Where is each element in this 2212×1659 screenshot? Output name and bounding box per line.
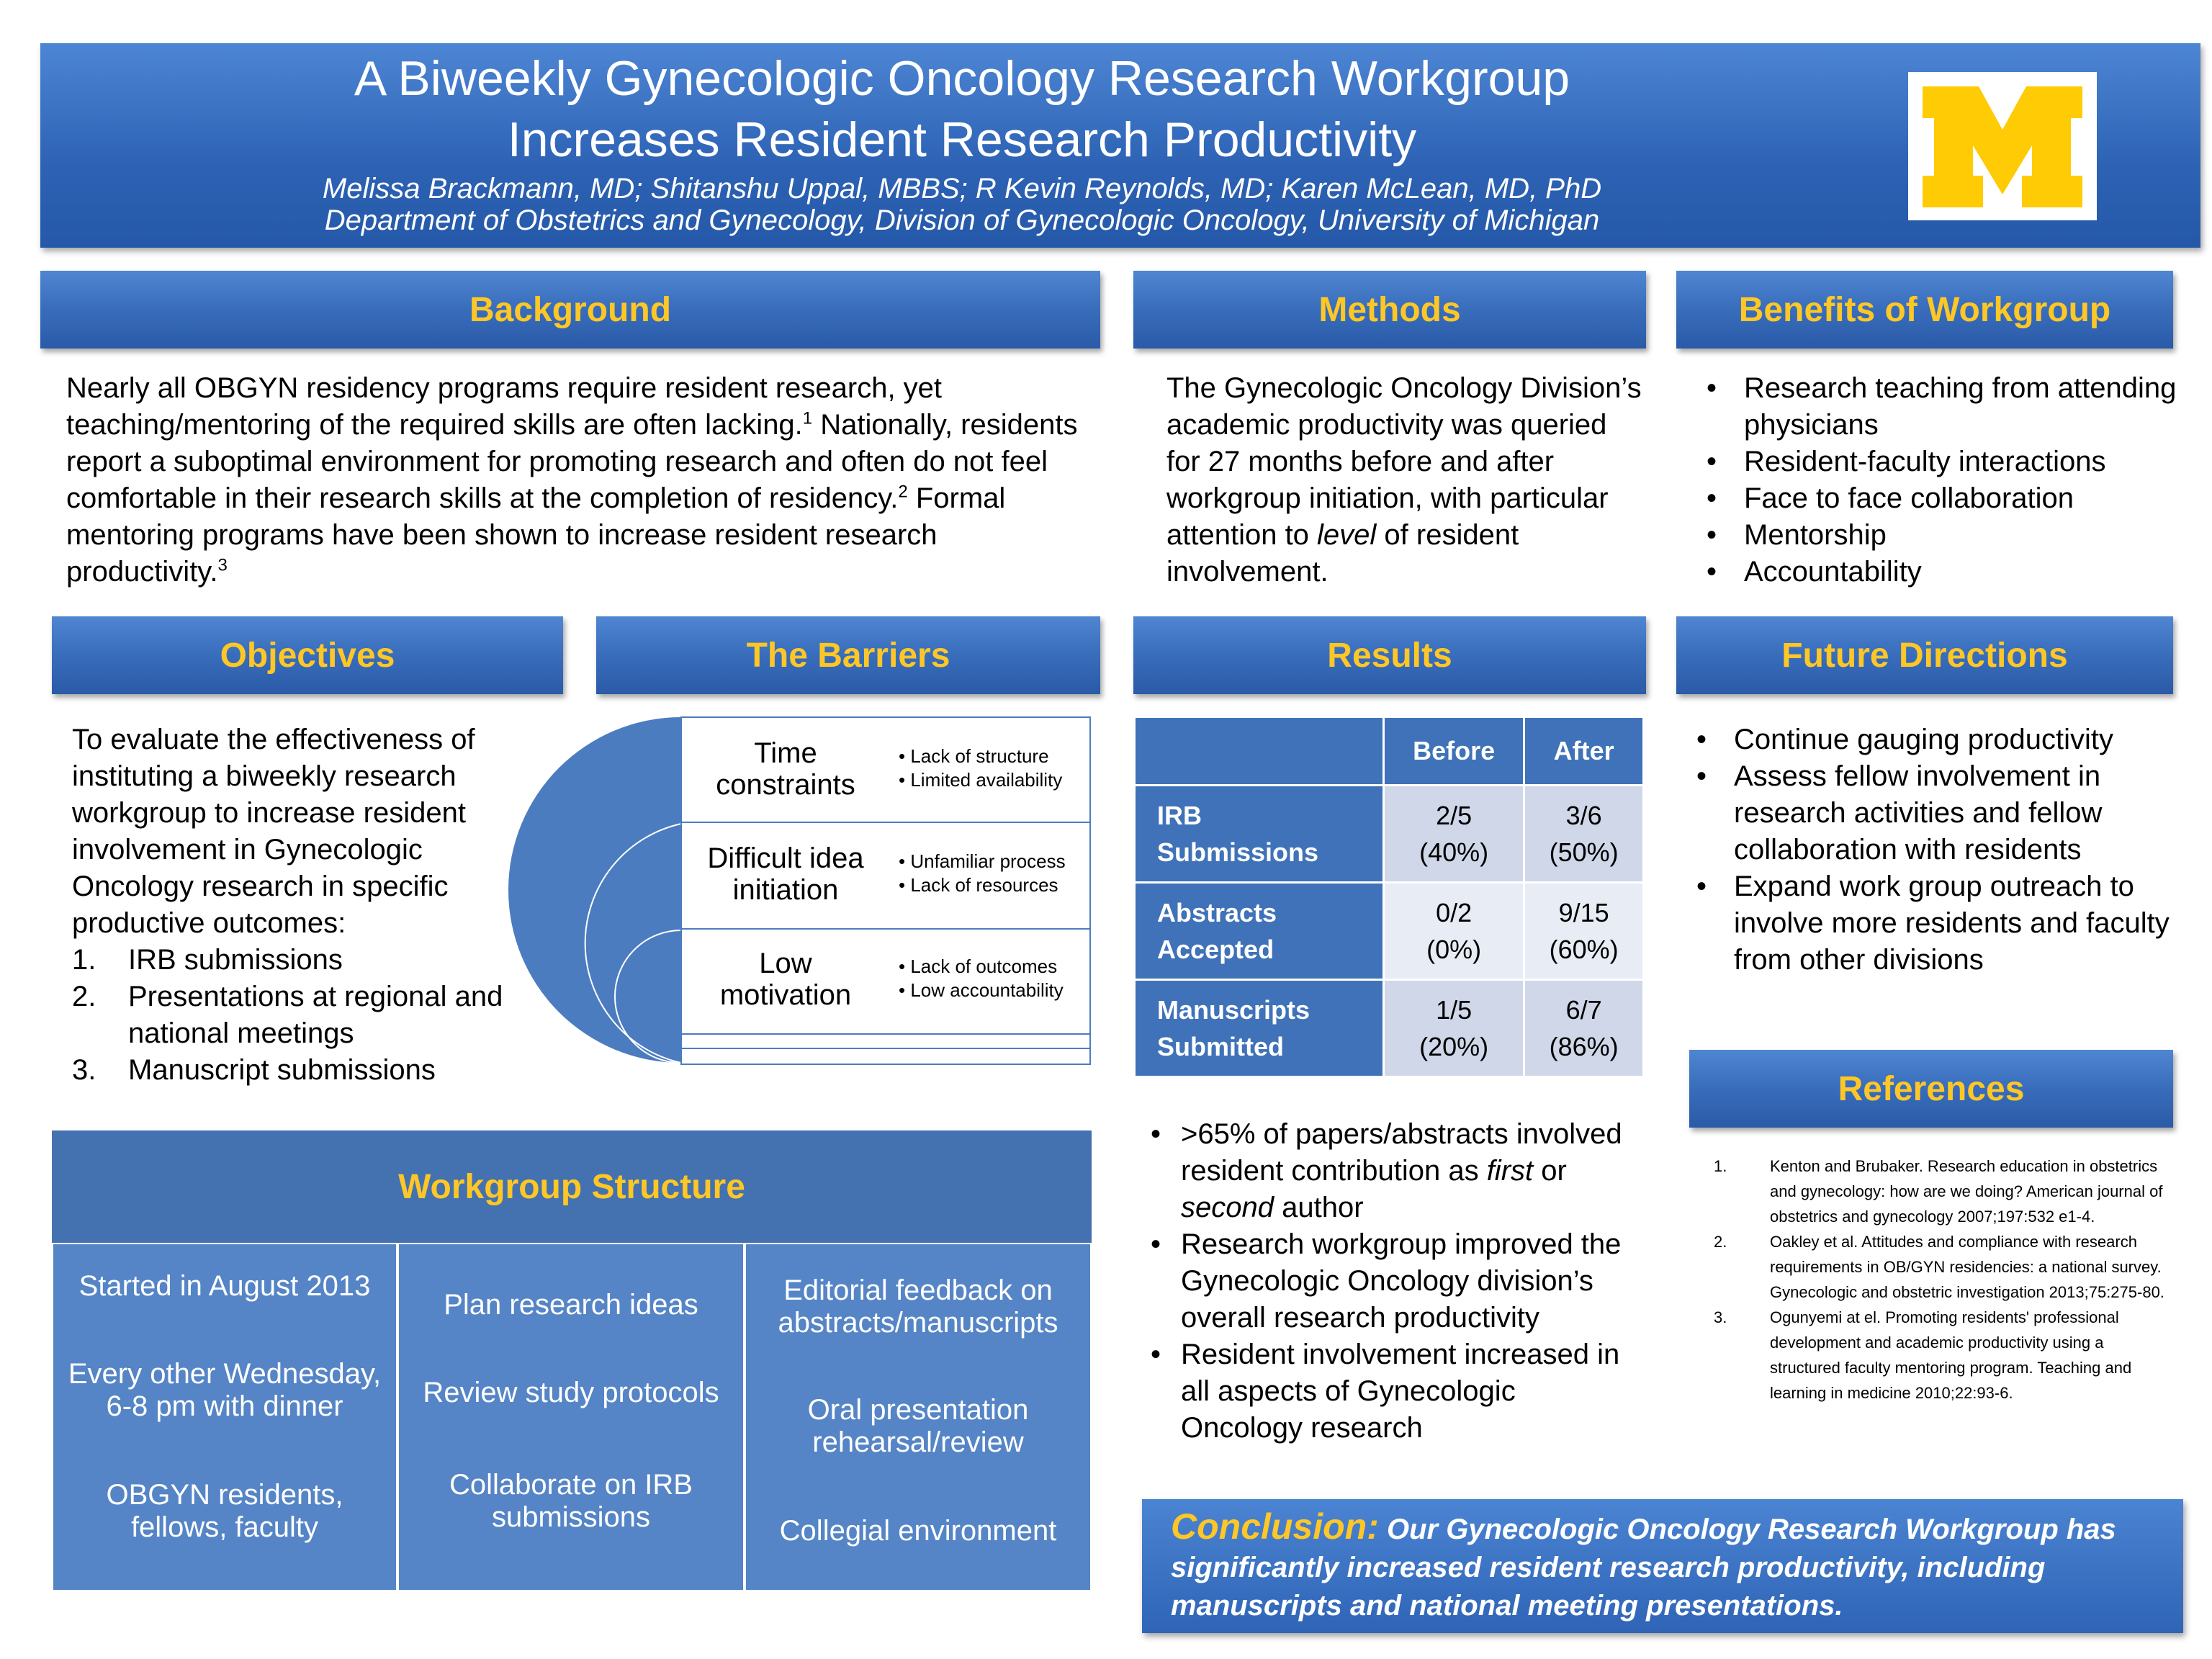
conclusion-label: Conclusion:	[1171, 1506, 1379, 1547]
objectives-text	[72, 721, 533, 1089]
table-header-cell	[1135, 717, 1384, 786]
before-value: 2/5 (40%)	[1384, 786, 1524, 883]
citation-1: 1	[802, 408, 813, 428]
objective-text: Presentations at regional and national meetings	[128, 981, 503, 1049]
objective-number: 3.	[72, 1054, 96, 1086]
barrier-notes	[899, 850, 1066, 897]
barrier-note: • Lack of outcomes	[899, 955, 1064, 979]
conclusion-body: Our Gynecologic Oncology Research Workgroup has significantly increased resident research productivity, including manuscripts and national meeting presentations.	[1171, 1514, 2116, 1622]
benefit-item: • Face to face collaboration	[1702, 480, 2177, 517]
benefit-item: • Research teaching from attending physicians	[1702, 370, 2177, 444]
after-value: 6/7 (86%)	[1524, 980, 1644, 1077]
background-heading: Background	[40, 271, 1100, 349]
results-heading: Results	[1133, 616, 1646, 694]
background-text-part2: Nationally, residents report a suboptimal environment for promoting research and often do not feel comfortable in their research skills at the completion of residency.	[66, 409, 1078, 514]
barrier-outer-arc	[508, 717, 681, 1063]
conclusion-text	[1171, 1508, 2164, 1625]
row-label: Abstracts Accepted	[1135, 883, 1384, 980]
objective-item	[72, 979, 533, 1052]
methods-text-part1: The Gynecologic Oncology Division’s academic productivity was queried for 27 months before and after workgroup initiation, with particular attention to	[1166, 372, 1642, 551]
workgroup-item: Plan research ideas	[444, 1289, 698, 1321]
author-list: Melissa Brackmann, MD; Shitanshu Uppal, MBBS; R Kevin Reynolds, MD; Karen McLean, MD, PhD	[322, 173, 1602, 204]
benefits-heading: Benefits of Workgroup	[1676, 271, 2173, 349]
table-header-row	[1135, 717, 1644, 786]
methods-heading: Methods	[1133, 271, 1646, 349]
conclusion-box	[1142, 1499, 2183, 1633]
benefit-item: • Resident-faculty interactions	[1702, 444, 2177, 480]
future-item: • Expand work group outreach to involve more residents and faculty from other divisions	[1692, 868, 2182, 979]
before-value: 1/5 (20%)	[1384, 980, 1524, 1077]
barrier-title-line: Low	[759, 948, 812, 979]
university-logo	[1908, 72, 2097, 220]
benefit-item: • Accountability	[1702, 554, 2177, 590]
table-row	[1135, 980, 1644, 1077]
future-item: • Assess fellow involvement in research activities and fellow collaboration with residents	[1692, 758, 2182, 868]
methods-text	[1166, 370, 1642, 590]
references-list	[1709, 1154, 2170, 1406]
barriers-heading: The Barriers	[596, 616, 1100, 694]
barrier-title	[681, 948, 890, 1011]
results-bullet: • Resident involvement increased in all aspects of Gynecologic Oncology research	[1146, 1336, 1636, 1447]
block-m-icon	[1908, 72, 2097, 220]
methods-emphasis: level	[1317, 519, 1377, 551]
objective-number: 2.	[72, 981, 96, 1012]
barriers-diagram	[507, 716, 1092, 1067]
row-label: Manuscripts Submitted	[1135, 980, 1384, 1077]
benefit-item: • Mentorship	[1702, 517, 2177, 554]
methods-text-part2: of resident involvement.	[1166, 519, 1519, 588]
future-directions-list	[1692, 721, 2182, 979]
barrier-title-line: Time	[754, 737, 817, 769]
reference-item: 3. Ogunyemi at el. Promoting residents' professional development and academic productivity using a structured faculty mentoring program. Teaching and learning in medicine 2010;22:93-6.	[1714, 1308, 2132, 1402]
reference-item: 1. Kenton and Brubaker. Research education in obstetrics and gynecology: how are we doing? American journal of obstetrics and gynecology 2007;197:532 e1-4.	[1714, 1157, 2163, 1226]
background-text-part3: Formal mentoring programs have been shown to increase resident research productivity.	[66, 482, 1006, 588]
objectives-intro: To evaluate the effectiveness of instituting a biweekly research workgroup to increase resident involvement in Gynecologic Oncology research in specific productive outcomes:	[72, 724, 475, 939]
poster-header	[40, 43, 2200, 248]
benefits-list	[1702, 370, 2177, 590]
results-bullet: • >65% of papers/abstracts involved resident contribution as first or second author	[1146, 1116, 1636, 1226]
results-table	[1133, 716, 1645, 1078]
before-value: 0/2 (0%)	[1384, 883, 1524, 980]
future-directions-heading: Future Directions	[1676, 616, 2173, 694]
barrier-title	[681, 842, 890, 906]
row-label: IRB Submissions	[1135, 786, 1384, 883]
table-row	[1135, 786, 1644, 883]
results-bullet: • Research workgroup improved the Gynecologic Oncology division’s overall research productivity	[1146, 1226, 1636, 1336]
objective-text: Manuscript submissions	[128, 1054, 436, 1086]
table-header-cell: After	[1524, 717, 1644, 786]
background-text	[66, 370, 1103, 590]
poster-title-line2: Increases Resident Research Productivity	[507, 112, 1417, 167]
barrier-note: • Limited availability	[899, 768, 1062, 792]
workgroup-column-feedback	[745, 1243, 1092, 1591]
objective-number: 1.	[72, 944, 96, 976]
poster-title-line1: A Biweekly Gynecologic Oncology Research Workgroup	[354, 51, 1570, 106]
workgroup-item: Collaborate on IRB submissions	[449, 1469, 693, 1533]
workgroup-item: Review study protocols	[423, 1377, 719, 1408]
citation-2: 2	[898, 482, 908, 502]
table-row	[1135, 883, 1644, 980]
workgroup-item: Oral presentation rehearsal/review	[807, 1394, 1029, 1458]
objective-item	[72, 942, 533, 979]
barrier-note: • Lack of structure	[899, 745, 1062, 768]
barrier-title-line: motivation	[719, 979, 852, 1011]
barrier-title-line: Difficult idea	[707, 842, 864, 874]
barrier-title-line: initiation	[732, 874, 839, 906]
barrier-empty-row	[681, 1048, 1090, 1064]
future-item: • Continue gauging productivity	[1692, 721, 2182, 758]
workgroup-structure-heading: Workgroup Structure	[52, 1130, 1092, 1243]
references-heading: References	[1689, 1050, 2173, 1128]
workgroup-item: OBGYN residents, fellows, faculty	[106, 1479, 343, 1543]
workgroup-column-activities	[397, 1243, 745, 1591]
workgroup-item: Editorial feedback on abstracts/manuscripts	[778, 1274, 1058, 1339]
background-text-part1: Nearly all OBGYN residency programs require resident research, yet teaching/mentoring of the required skills are often lacking.	[66, 372, 943, 441]
reference-item: 2. Oakley et al. Attitudes and compliance with research requirements in OB/GYN residencies: a national survey. Gynecologic and obstetric investigation 2013;75:275-80.	[1714, 1233, 2164, 1301]
barrier-notes	[899, 745, 1062, 792]
workgroup-item: Every other Wednesday, 6-8 pm with dinner	[68, 1358, 382, 1422]
objective-text: IRB submissions	[128, 944, 343, 976]
barrier-notes	[899, 955, 1064, 1002]
objectives-heading: Objectives	[52, 616, 563, 694]
department-affiliation: Department of Obstetrics and Gynecology, Division of Gynecologic Oncology, University of Michigan	[324, 204, 1600, 236]
workgroup-item: Started in August 2013	[78, 1270, 371, 1302]
barrier-title	[681, 737, 890, 801]
results-bullets	[1146, 1116, 1636, 1447]
barrier-title-line: constraints	[716, 769, 855, 801]
after-value: 3/6 (50%)	[1524, 786, 1644, 883]
after-value: 9/15 (60%)	[1524, 883, 1644, 980]
barrier-note: • Low accountability	[899, 979, 1064, 1002]
barrier-empty-row	[681, 1034, 1090, 1048]
barrier-note: • Unfamiliar process	[899, 850, 1066, 873]
barrier-note: • Lack of resources	[899, 873, 1066, 897]
workgroup-item: Collegial environment	[779, 1515, 1057, 1547]
table-header-cell: Before	[1384, 717, 1524, 786]
objective-item	[72, 1052, 533, 1089]
workgroup-column-logistics	[52, 1243, 397, 1591]
citation-3: 3	[217, 555, 228, 575]
